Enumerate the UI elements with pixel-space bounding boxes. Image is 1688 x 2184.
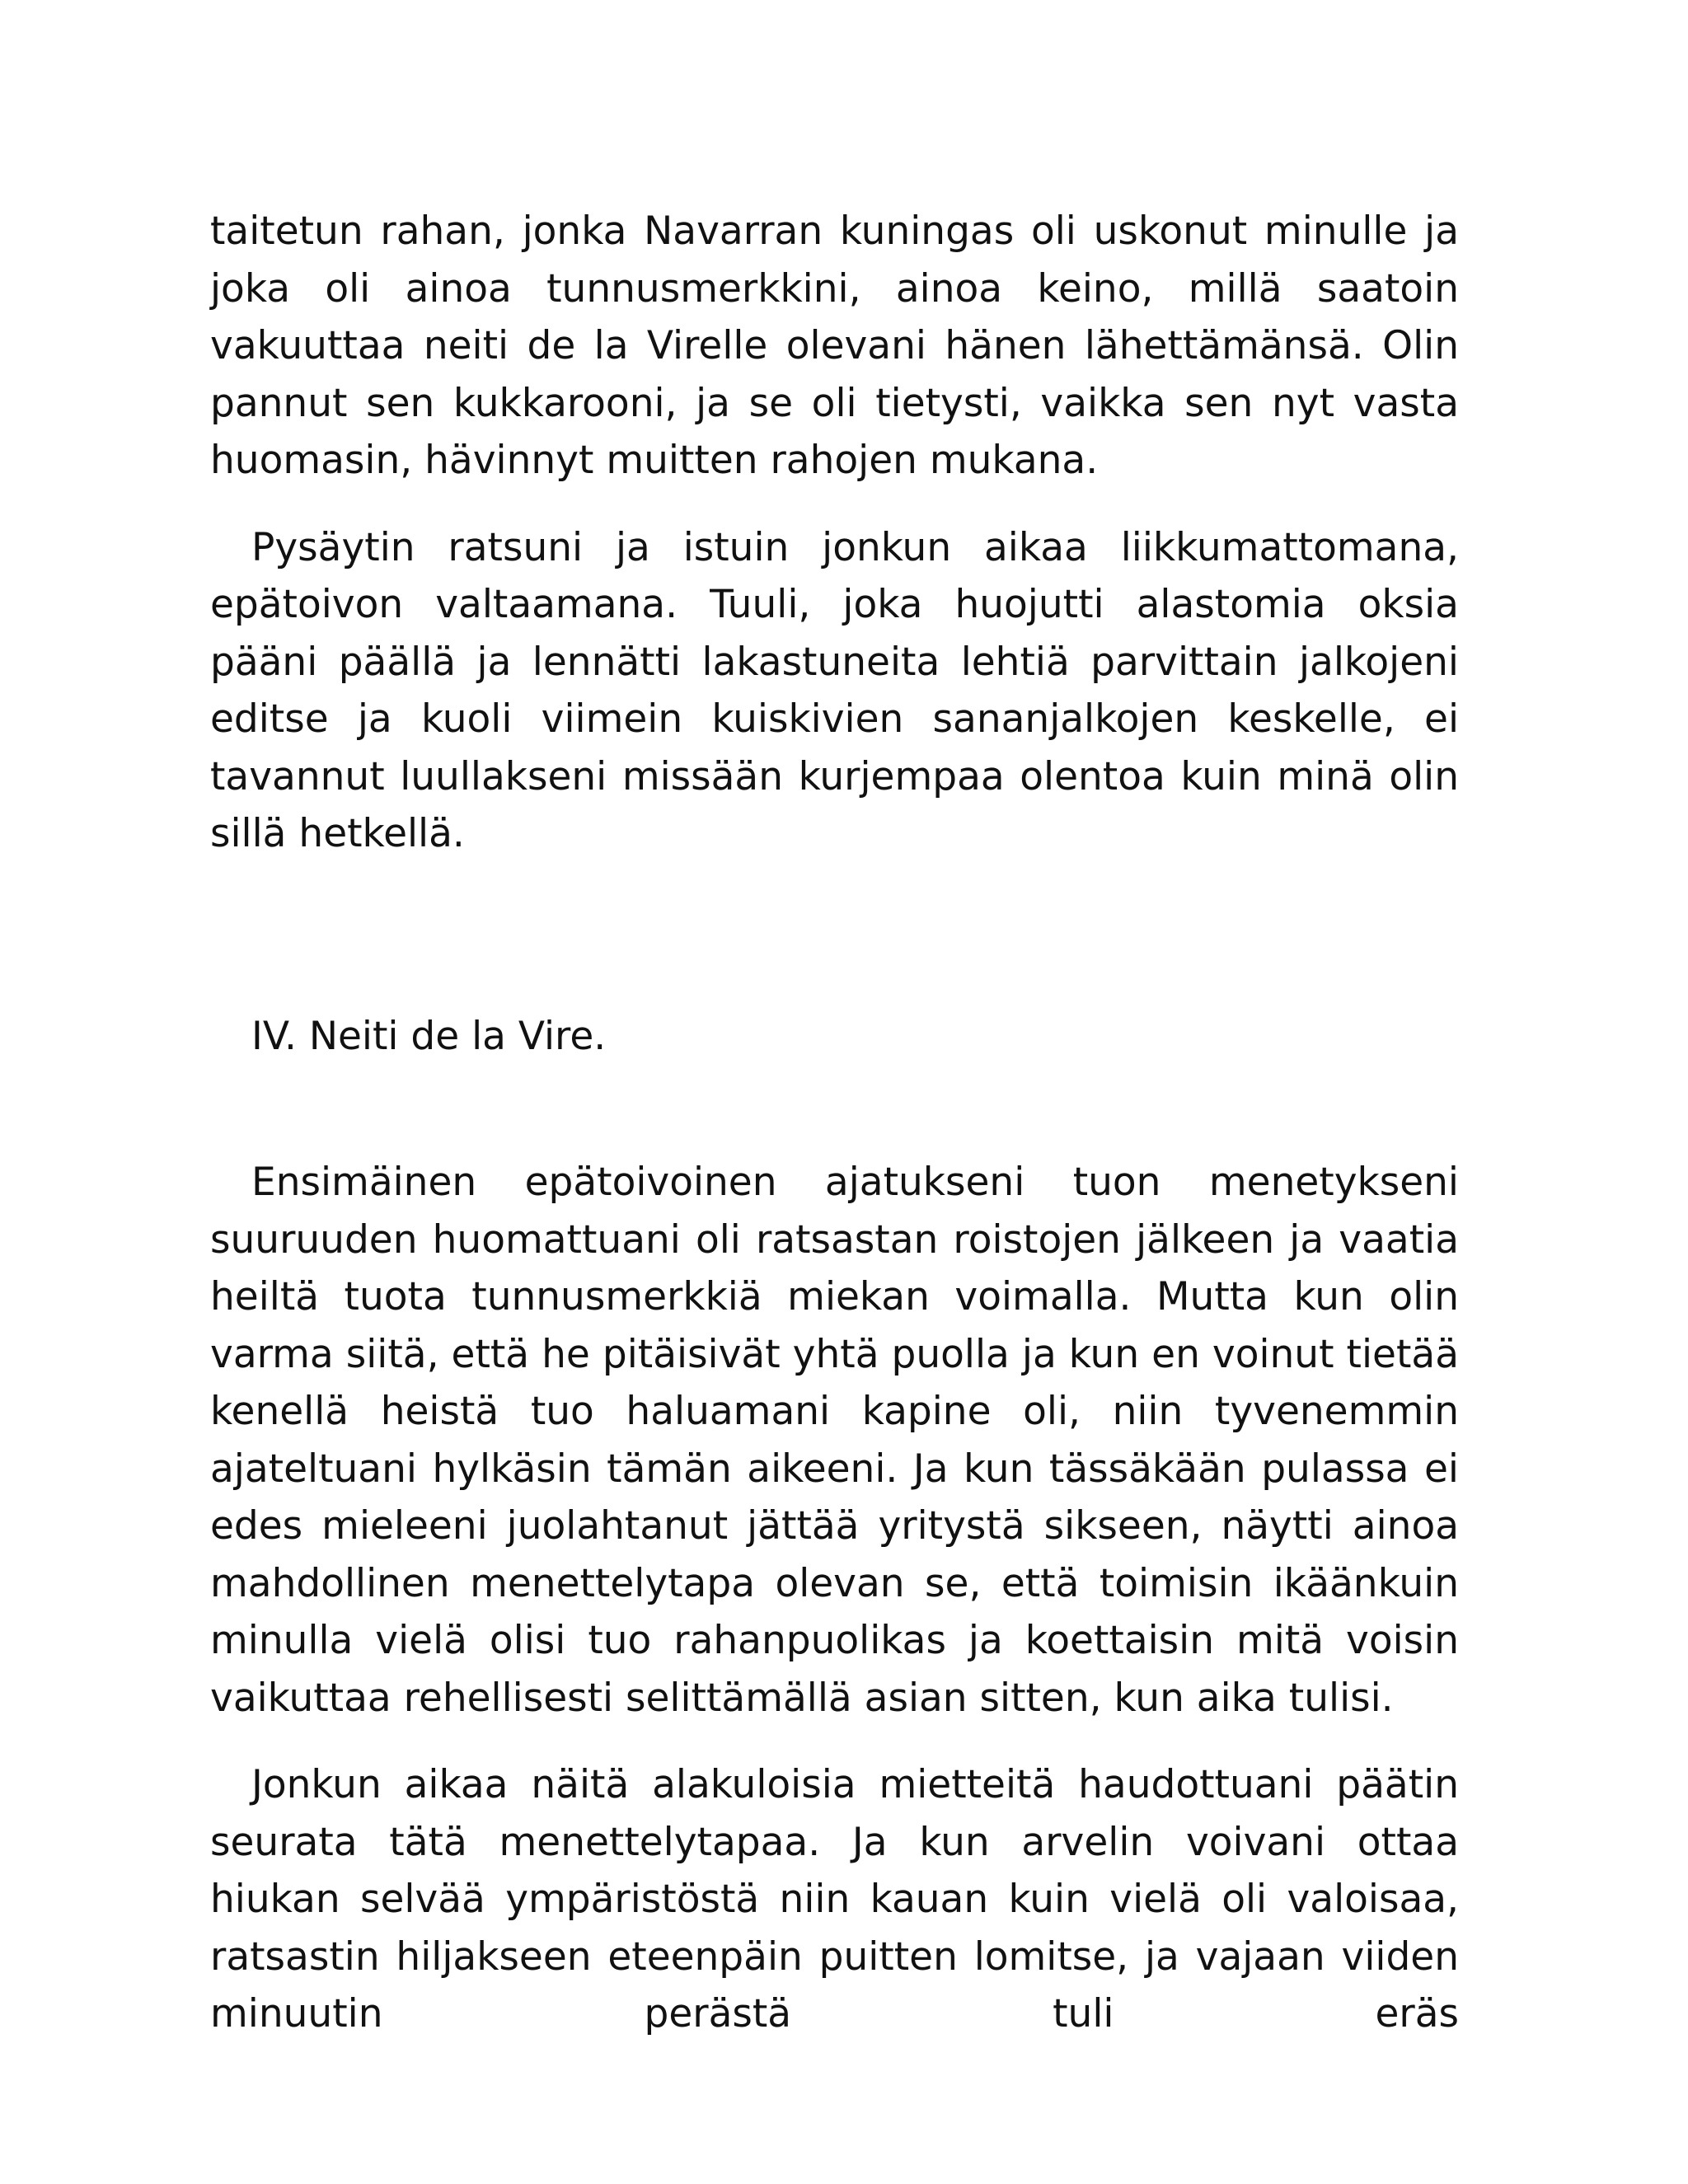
chapter-spacer — [210, 863, 1459, 1008]
book-page — [210, 203, 1459, 2043]
paragraph-continues: Jonkun aikaa näitä alakuloisia mietteitä haudottuani päätin seurata tätä menettelytapaa. Ja kun arvelin voivani ottaa hiukan selvää ympäristöstä niin kauan kuin vielä oli valoisaa, ratsastin hiljakseen eteenpäin puitten lomitse, ja vajaan viiden minuutin perästä tuli eräs — [210, 1762, 1459, 2036]
paragraph: Pysäytin ratsuni ja istuin jonkun aikaa liikkumattomana, epätoivon valtaamana. Tuuli, joka huojutti alastomia oksia pääni päällä ja lennätti lakastuneita lehtiä parvittain jalkojeni editse ja kuoli viimein kuiskivien sananjalkojen keskelle, ei tavannut luullakseni missään kurjempaa olentoa kuin minä olin sillä hetkellä. — [210, 524, 1459, 856]
paragraph-continued: taitetun rahan, jonka Navarran kuningas oli uskonut minulle ja joka oli ainoa tunnusmerkkini, ainoa keino, millä saatoin vakuuttaa neiti de la Virelle olevani hänen lähettämänsä. Olin pannut sen kukkarooni, ja se oli tietysti, vaikka sen nyt vasta huomasin, hävinnyt muitten rahojen mukana. — [210, 209, 1459, 483]
paragraph-spacer — [210, 1727, 1459, 1756]
chapter-spacer — [210, 1065, 1459, 1154]
paragraph: Ensimäinen epätoivoinen ajatukseni tuon menetykseni suuruuden huomattuani oli ratsastan roistojen jälkeen ja vaatia heiltä tuota tunnusmerkkiä miekan voimalla. Mutta kun olin varma siitä, että he pitäisivät yhtä puolla ja kun en voinut tietää kenellä heistä tuo haluamani kapine oli, niin tyvenemmin ajateltuani hylkäsin tämän aikeeni. Ja kun tässäkään pulassa ei edes mieleeni juolahtanut jättää yritystä sikseen, näytti ainoa mahdollinen menettelytapa olevan se, että toimisin ikäänkuin minulla vielä olisi tuo rahanpuolikas ja koettaisin mitä voisin vaikuttaa rehellisesti selittämällä asian sitten, kun aika tulisi. — [210, 1160, 1459, 1721]
chapter-title: IV. Neiti de la Vire. — [251, 1013, 607, 1059]
paragraph-spacer — [210, 490, 1459, 519]
